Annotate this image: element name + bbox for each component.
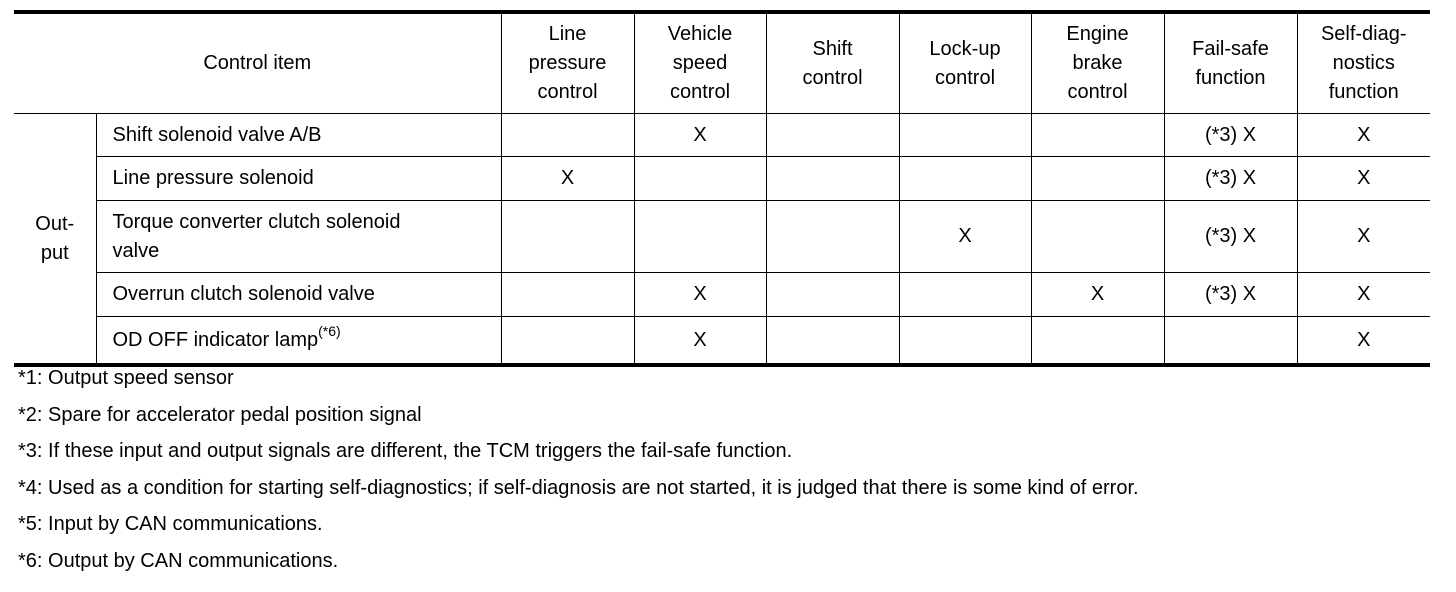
table-cell xyxy=(766,114,899,157)
table-cell xyxy=(501,201,634,273)
table-cell: X xyxy=(1297,157,1430,201)
table-cell xyxy=(766,157,899,201)
table-cell xyxy=(1031,317,1164,366)
header-self-diagnostics-function: Self-diag- nostics function xyxy=(1297,12,1430,114)
table-cell: (*3) X xyxy=(1164,157,1297,201)
row-label-od-off-indicator-lamp: OD OFF indicator lamp$^{(*6)}$ xyxy=(96,317,501,366)
table-cell: X xyxy=(634,317,766,366)
row-label-line-pressure-solenoid: Line pressure solenoid xyxy=(96,157,501,201)
header-control-item: Control item xyxy=(14,12,501,114)
footnote-6: *6: Output by CAN communications. xyxy=(18,549,339,572)
table-cell xyxy=(766,273,899,317)
table-cell: X xyxy=(1297,201,1430,273)
table-cell xyxy=(1164,317,1297,366)
table-cell: X xyxy=(1297,273,1430,317)
footnote-3: *3: If these input and output signals are different, the TCM triggers the fail-safe function. xyxy=(18,440,793,463)
row-label-overrun-clutch-solenoid-valve: Overrun clutch solenoid valve xyxy=(96,273,501,317)
row-label-shift-solenoid-valve: Shift solenoid valve A/B xyxy=(96,114,501,157)
footnote-2: *2: Spare for accelerator pedal position signal xyxy=(18,403,422,426)
table-cell: X xyxy=(1031,273,1164,317)
table-cell xyxy=(899,157,1031,201)
table-cell xyxy=(501,317,634,366)
row-label-torque-converter-clutch-solenoid-valve: Torque converter clutch solenoid valve xyxy=(96,201,501,273)
table-cell: (*3) X xyxy=(1164,273,1297,317)
table-cell xyxy=(501,114,634,157)
header-shift-control: Shift control xyxy=(766,12,899,114)
footnotes xyxy=(18,366,1438,586)
header-vehicle-speed-control: Vehicle speed control xyxy=(634,12,766,114)
control-item-table xyxy=(14,10,1430,367)
header-line-pressure-control: Line pressure control xyxy=(501,12,634,114)
table-cell: (*3) X xyxy=(1164,201,1297,273)
output-group-label: Out- put xyxy=(14,114,96,366)
table-cell: (*3) X xyxy=(1164,114,1297,157)
table-cell xyxy=(501,273,634,317)
footnote-1: *1: Output speed sensor xyxy=(18,367,234,389)
table-cell: X xyxy=(634,273,766,317)
table-cell: X xyxy=(1297,114,1430,157)
header-engine-brake-control: Engine brake control xyxy=(1031,12,1164,114)
table-row xyxy=(14,114,1430,157)
table-cell xyxy=(899,317,1031,366)
table-cell xyxy=(899,114,1031,157)
header-fail-safe-function: Fail-safe function xyxy=(1164,12,1297,114)
footnote-5: *5: Input by CAN communications. xyxy=(18,513,323,536)
table-cell: X xyxy=(899,201,1031,273)
header-row xyxy=(14,12,1430,114)
table-cell: X xyxy=(1297,317,1430,366)
footnote-ref: (*6) xyxy=(318,322,341,339)
table-cell xyxy=(1031,114,1164,157)
header-lock-up-control: Lock-up control xyxy=(899,12,1031,114)
table-cell xyxy=(1031,157,1164,201)
table-cell xyxy=(634,201,766,273)
table-cell xyxy=(766,317,899,366)
table-row xyxy=(14,317,1430,366)
table-row xyxy=(14,201,1430,273)
table-cell: X xyxy=(634,114,766,157)
table-cell xyxy=(634,157,766,201)
table-row xyxy=(14,157,1430,201)
table-cell xyxy=(766,201,899,273)
table-cell xyxy=(1031,201,1164,273)
table-cell xyxy=(899,273,1031,317)
footnote-4: *4: Used as a condition for starting self-diagnostics; if self-diagnosis are not started, it is judged that there is some kind of error. xyxy=(18,476,1139,499)
table-cell: X xyxy=(501,157,634,201)
table-row xyxy=(14,273,1430,317)
